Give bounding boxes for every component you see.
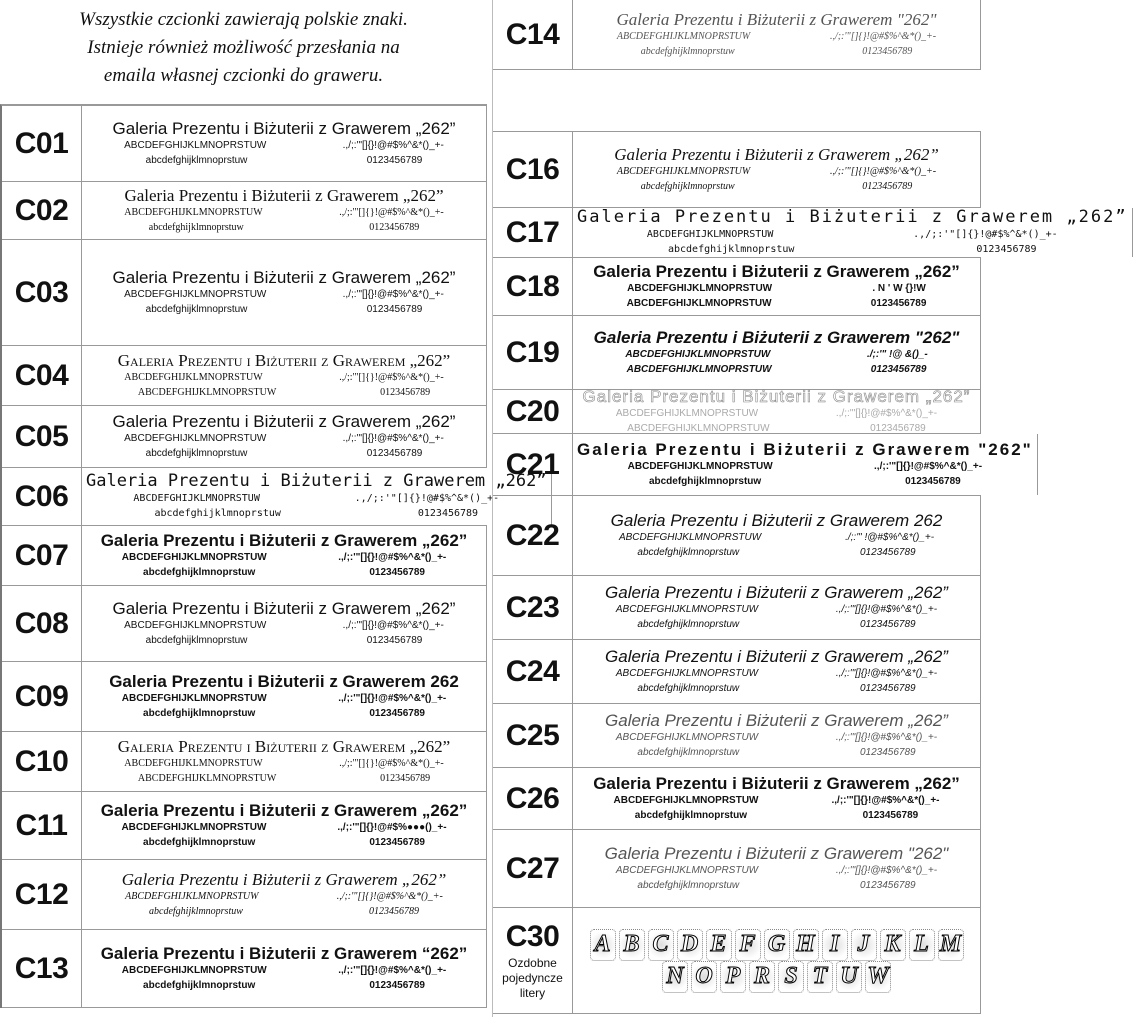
sample-lower-line xyxy=(86,904,482,919)
sample-lower-line xyxy=(86,565,482,580)
font-row xyxy=(2,930,487,1008)
sample-lower-line xyxy=(86,302,482,317)
ornamental-letter: R xyxy=(749,961,775,993)
font-code-note: Ozdobne pojedyncze litery xyxy=(502,956,563,1000)
sample-digits: 0123456789 xyxy=(366,448,423,460)
sample-lower-line xyxy=(86,506,547,521)
font-row xyxy=(493,0,981,70)
font-row xyxy=(493,386,981,435)
sample-symbols: .,/;:'"[]{}!@#$%^&*()_+- xyxy=(835,604,938,616)
sample-lowercase: abcdefghijklmnoprstuw xyxy=(637,547,740,559)
sample-uppercase: ABCDEFGHIJKLMNOPRSTUW xyxy=(615,865,759,877)
sample-uppercase: ABCDEFGHIJKLMNOPRSTUW xyxy=(627,461,773,473)
sample-uppercase: ABCDEFGHIJKLMNOPRSTUW xyxy=(133,493,260,505)
sample-symbols: .,/;:'"[]{}!@#$%^&*()_+- xyxy=(835,865,938,877)
sample-symbols: .,/;:'"[]{}!@#$%^&*()_+- xyxy=(339,207,444,219)
font-sample xyxy=(573,830,981,907)
sample-title: Galeria Prezentu i Biżuterii z Grawerem „262” xyxy=(593,261,960,281)
sample-symbols: ./;:'" !@#$%^&*()_+- xyxy=(845,532,935,544)
font-row xyxy=(493,316,981,390)
font-row xyxy=(2,526,487,586)
font-code: C23 xyxy=(493,576,573,639)
ornamental-letter: A xyxy=(590,929,616,961)
sample-title: Galeria Prezentu i Biżuterii z Grawerem „262” xyxy=(605,582,948,602)
sample-symbols: .,/;:'"[]{}!@#$%^&*()_+- xyxy=(829,31,937,43)
sample-lower-line xyxy=(577,681,976,696)
sample-digits: 0123456789 xyxy=(859,619,916,631)
sample-symbols: .,/;:'"[]{}!@#$%^&*()_+- xyxy=(835,732,938,744)
font-code: C05 xyxy=(2,406,82,467)
sample-title: Galeria Prezentu i Biżuterii z Grawerem „262” xyxy=(117,736,451,756)
sample-digits: 0123456789 xyxy=(369,980,425,992)
font-row xyxy=(493,258,981,316)
sample-symbols: .,/;:'"[]{}!@#$%●●●()_+- xyxy=(337,822,447,834)
sample-lowercase: abcdefghijklmnoprstuw xyxy=(154,508,281,520)
sample-title: Galeria Prezentu i Biżuterii z Grawerem „262” xyxy=(121,869,447,889)
sample-title: Galeria Prezentu i Biżuterii z Grawerem „262” xyxy=(605,646,948,666)
font-row xyxy=(493,830,981,908)
sample-uppercase: ABCDEFGHIJKLMNOPRSTUW xyxy=(615,732,759,744)
sample-lowercase: abcdefghijklmnoprstuw xyxy=(145,155,248,167)
sample-lowercase: abcdefghijklmnoprstuw xyxy=(148,222,244,234)
sample-title: Galeria Prezentu i Biżuterii z Grawerem „262” xyxy=(582,386,971,406)
sample-lower-line xyxy=(86,706,482,721)
sample-uppercase: ABCDEFGHIJKLMNOPRSTUW xyxy=(124,140,267,152)
sample-digits: 0123456789 xyxy=(859,880,916,892)
sample-lower-line xyxy=(577,545,976,560)
sample-symbols: .,/;:'"[]{}!@#$%^&*()_+- xyxy=(338,552,447,564)
sample-lowercase: abcdefghijklmnoprstuw xyxy=(667,244,795,256)
ornamental-letter: E xyxy=(706,929,732,961)
sample-symbols: .,/;:'"[]{}!@#$%^&*()_+- xyxy=(831,795,940,807)
ornamental-letter: M xyxy=(938,929,964,961)
intro-line-3: emaila własnej czcionki do graweru. xyxy=(103,65,384,86)
sample-uppercase: ABCDEFGHIJKLMNOPRSTUW xyxy=(124,758,263,770)
font-sample xyxy=(573,132,981,207)
sample-lowercase: abcdefghijklmnoprstuw xyxy=(145,635,248,647)
sample-charset-line xyxy=(86,756,482,771)
font-code: C25 xyxy=(493,704,573,767)
sample-uppercase: ABCDEFGHIJKLMNOPRSTUW xyxy=(625,349,771,361)
sample-lower-line xyxy=(577,362,976,377)
ornamental-letter: W xyxy=(865,961,891,993)
sample-lower-line xyxy=(86,153,482,168)
font-row xyxy=(2,860,487,930)
sample-uppercase: ABCDEFGHIJKLMNOPRSTUW xyxy=(124,289,267,301)
font-code: C02 xyxy=(2,182,82,239)
sample-lower-line xyxy=(86,385,482,400)
sample-symbols: .,/;:'"[]{}!@#$%^&*()_+- xyxy=(339,758,444,770)
font-code: C13 xyxy=(2,930,82,1007)
font-row xyxy=(2,792,487,860)
sample-title: Galeria Prezentu i Biżuterii z Grawerem „262” xyxy=(112,267,456,287)
sample-uppercase: ABCDEFGHIJKLMNOPRSTUW xyxy=(121,965,267,977)
font-row xyxy=(493,704,981,768)
font-sample xyxy=(573,258,981,315)
sample-uppercase: ABCDEFGHIJKLMNOPRSTUW xyxy=(615,668,759,680)
sample-digits: 0123456789 xyxy=(862,46,913,58)
sample-title: Galeria Prezentu i Biżuterii z Grawerem "262" xyxy=(604,843,949,863)
sample-digits: 0123456789 xyxy=(366,635,423,647)
font-sample xyxy=(573,640,981,703)
sample-lower-line xyxy=(577,44,976,59)
font-sample xyxy=(82,930,487,1007)
font-code: C20 xyxy=(493,390,573,433)
sample-title: Galeria Prezentu i Biżuterii z Grawerem 262 xyxy=(610,510,943,530)
font-code: C04 xyxy=(2,346,82,405)
font-sample xyxy=(573,576,981,639)
sample-lowercase: abcdefghijklmnoprstuw xyxy=(143,980,256,992)
sample-symbols: .,/;:'"[]{}!@#$%^&*()_+- xyxy=(342,433,444,445)
font-row xyxy=(493,132,981,208)
ornamental-letter: N xyxy=(662,961,688,993)
sample-symbols: .,/;:'"[]{}!@#$%^&*()_+- xyxy=(339,372,444,384)
sample-symbols: . N ' W {}!W xyxy=(872,283,926,295)
font-row xyxy=(2,406,487,468)
ornamental-letter: T xyxy=(807,961,833,993)
font-sample xyxy=(573,496,981,575)
sample-lowercase: abcdefghijklmnoprstuw xyxy=(149,906,243,918)
sample-lowercase: abcdefghijklmnoprstuw xyxy=(640,181,735,193)
sample-charset-line xyxy=(86,370,482,385)
sample-charset-line xyxy=(577,730,976,745)
font-table-right xyxy=(493,0,1128,1014)
sample-digits: 0123456789 xyxy=(369,567,425,579)
font-sample xyxy=(573,704,981,767)
sample-lower-line xyxy=(577,296,976,311)
sample-charset-line xyxy=(86,550,482,565)
sample-lower-line xyxy=(577,474,1033,489)
sample-digits: 0123456789 xyxy=(366,304,423,316)
sample-uppercase: ABCDEFGHIJKLMNOPRSTUW xyxy=(124,372,263,384)
font-sample xyxy=(82,106,487,181)
font-code: C21 xyxy=(493,434,573,495)
font-sample xyxy=(82,468,552,525)
sample-lowercase: ABCDEFGHIJKLMNOPRSTUW xyxy=(137,387,277,399)
font-sample xyxy=(573,316,981,389)
sample-charset-line xyxy=(577,227,1128,242)
font-code-label: C30 xyxy=(505,920,560,953)
sample-lowercase: abcdefghijklmnoprstuw xyxy=(143,708,256,720)
ornamental-sample xyxy=(573,908,981,1013)
font-code: C16 xyxy=(493,132,573,207)
sample-title: Galeria Prezentu i Biżuterii z Grawerem „262” xyxy=(112,118,456,138)
sample-lowercase: abcdefghijklmnoprstuw xyxy=(637,747,740,759)
sample-uppercase: ABCDEFGHIJKLMNOPRSTUW xyxy=(618,532,762,544)
font-sample xyxy=(573,386,981,435)
font-row xyxy=(493,576,981,640)
font-row xyxy=(2,182,487,240)
font-code: C07 xyxy=(2,526,82,585)
ornamental-letter: D xyxy=(677,929,703,961)
sample-lowercase: abcdefghijklmnoprstuw xyxy=(143,837,256,849)
sample-charset-line xyxy=(86,287,482,302)
ornamental-letter: L xyxy=(909,929,935,961)
font-row xyxy=(493,768,981,830)
sample-charset-line xyxy=(577,164,976,179)
ornamental-letter: J xyxy=(851,929,877,961)
sample-title: Galeria Prezentu i Biżuterii z Grawerem „262” xyxy=(593,773,960,793)
sample-title: Galeria Prezentu i Biżuterii z Grawerem „262” xyxy=(605,710,948,730)
sample-charset-line xyxy=(577,793,976,808)
sample-uppercase: ABCDEFGHIJKLMNOPRSTUW xyxy=(613,795,759,807)
sample-title: Galeria Prezentu i Biżuterii z Grawerem "262" xyxy=(593,327,960,347)
sample-symbols: ./;:'" !@ &()_- xyxy=(866,349,928,361)
font-sample xyxy=(573,768,981,829)
font-row xyxy=(2,662,487,732)
sample-lower-line xyxy=(86,978,482,993)
sample-digits: 0123456789 xyxy=(862,810,919,822)
sample-digits: 0123456789 xyxy=(870,423,926,435)
sample-lower-line xyxy=(577,808,976,823)
sample-title: Galeria Prezentu i Biżuterii z Grawerem "262" xyxy=(616,9,937,29)
sample-lowercase: abcdefghijklmnoprstuw xyxy=(637,880,740,892)
sample-symbols: .,/;:'"[]{}!@#$%^&*()_+- xyxy=(913,229,1058,241)
sample-charset-line xyxy=(86,618,482,633)
font-code: C01 xyxy=(2,106,82,181)
sample-symbols: .,/;:'"[]{}!@#$%^&*()_+- xyxy=(338,693,447,705)
sample-digits: 0123456789 xyxy=(366,155,423,167)
font-sample xyxy=(82,792,487,859)
right-column xyxy=(492,0,1128,1017)
sample-lower-line xyxy=(86,835,482,850)
sample-charset-line xyxy=(577,666,976,681)
font-row xyxy=(493,496,981,576)
sample-uppercase: ABCDEFGHIJKLMNOPRSTUW xyxy=(627,283,773,295)
ornamental-letter-line xyxy=(662,961,891,993)
sample-symbols: .,/;:'"[]{}!@#$%^&*()_+- xyxy=(342,620,444,632)
sample-charset-line xyxy=(86,889,482,904)
font-sample xyxy=(82,662,487,731)
sample-title: Galeria Prezentu i Biżuterii z Grawerem „262” xyxy=(614,144,939,164)
sample-uppercase: ABCDEFGHIJKLMNOPRSTUW xyxy=(124,433,267,445)
font-sample xyxy=(82,526,487,585)
sample-lower-line xyxy=(577,745,976,760)
sample-digits: 0123456789 xyxy=(859,747,916,759)
sample-uppercase: ABCDEFGHIJKLMNOPRSTUW xyxy=(615,604,759,616)
font-code: C17 xyxy=(493,208,573,257)
intro-line-2: Istnieje również możliwość przesłania na xyxy=(87,37,400,58)
sample-digits: 0123456789 xyxy=(380,773,431,785)
sample-lower-line xyxy=(86,633,482,648)
sample-charset-line xyxy=(577,530,976,545)
font-code: C03 xyxy=(2,240,82,345)
sample-lowercase: abcdefghijklmnoprstuw xyxy=(637,619,740,631)
sample-symbols: .,/;:'"[]{}!@#$%^&*()_+- xyxy=(336,891,443,903)
sample-lower-line xyxy=(577,878,976,893)
font-code: C11 xyxy=(2,792,82,859)
font-code: C18 xyxy=(493,258,573,315)
sample-digits: 0123456789 xyxy=(368,906,419,918)
font-sample xyxy=(82,406,487,467)
sample-symbols: .,/;:'"[]{}!@#$%^&*()_+- xyxy=(354,493,500,505)
font-row xyxy=(2,586,487,662)
sample-title: Galeria Prezentu i Biżuterii z Grawerem „262” xyxy=(112,411,456,431)
font-row-ornamental xyxy=(493,908,981,1014)
font-row xyxy=(2,732,487,792)
sample-title: Galeria Prezentu i Biżuterii z Grawerem „262” xyxy=(124,185,444,205)
ornamental-letter: P xyxy=(720,961,746,993)
font-code: C19 xyxy=(493,316,573,389)
sample-lowercase: ABCDEFGHIJKLMNOPRSTUW xyxy=(626,364,772,376)
sample-charset-line xyxy=(86,491,547,506)
sample-lowercase: ABCDEFGHIJKLMNOPRSTUW xyxy=(137,773,277,785)
sample-digits: 0123456789 xyxy=(369,837,425,849)
font-sample xyxy=(82,182,487,239)
sample-charset-line xyxy=(577,406,976,421)
sample-digits: 0123456789 xyxy=(862,181,913,193)
font-code: C24 xyxy=(493,640,573,703)
sample-title: Galeria Prezentu i Biżuterii z Grawerem 262 xyxy=(109,671,459,691)
sample-charset-line xyxy=(577,602,976,617)
sample-symbols: .,/;:'"[]{}!@#$%^&*()_+- xyxy=(342,289,444,301)
sample-title: Galeria Prezentu i Biżuterii z Grawerem „262” xyxy=(112,598,456,618)
sample-charset-line xyxy=(86,820,482,835)
ornamental-letter: U xyxy=(836,961,862,993)
sample-lower-line xyxy=(86,220,482,235)
sample-lower-line xyxy=(86,771,482,786)
sample-title: Galeria Prezentu i Biżuterii z Grawerem „262” xyxy=(100,800,468,820)
ornamental-letter: G xyxy=(764,929,790,961)
sample-lower-line xyxy=(577,617,976,632)
sample-digits: 0123456789 xyxy=(859,547,916,559)
sample-charset-line xyxy=(577,459,1033,474)
font-sample xyxy=(82,346,487,405)
sample-symbols: .,/;:'"[]{}!@#$%^&*()_+- xyxy=(874,461,983,473)
sample-charset-line xyxy=(577,29,976,44)
sample-lower-line xyxy=(577,179,976,194)
sample-uppercase: ABCDEFGHIJKLMNOPRSTUW xyxy=(616,166,751,178)
sample-digits: 0123456789 xyxy=(859,683,916,695)
ornamental-letter-line xyxy=(590,929,964,961)
ornamental-letter: S xyxy=(778,961,804,993)
sample-digits: 0123456789 xyxy=(870,364,927,376)
font-code: C22 xyxy=(493,496,573,575)
sample-title: Galeria Prezentu i Biżuterii z Grawerem „262” xyxy=(100,530,468,550)
sample-charset-line xyxy=(86,205,482,220)
sample-lowercase: abcdefghijklmnoprstuw xyxy=(637,683,740,695)
font-code: C12 xyxy=(2,860,82,929)
sample-digits: 0123456789 xyxy=(380,387,431,399)
sample-digits: 0123456789 xyxy=(976,244,1037,256)
font-row xyxy=(493,206,1128,258)
sample-charset-line xyxy=(86,691,482,706)
font-row xyxy=(493,640,981,704)
sample-symbols: .,/;:'"[]{}!@#$%^&*()_+- xyxy=(829,166,937,178)
font-row xyxy=(2,106,487,182)
sample-lowercase: abcdefghijklmnoprstuw xyxy=(145,304,248,316)
sample-title: Galeria Prezentu i Biżuterii z Grawerem „262” xyxy=(117,350,451,370)
sample-digits: 0123456789 xyxy=(870,298,927,310)
sample-lowercase: abcdefghijklmnoprstuw xyxy=(640,46,735,58)
sample-title: Galeria Prezentu i Biżuterii z Grawerem “262” xyxy=(100,943,468,963)
sample-lower-line xyxy=(577,242,1128,257)
font-sample xyxy=(573,208,1133,257)
intro-line-1: Wszystkie czcionki zawierają polskie znaki. xyxy=(79,9,408,30)
font-sample xyxy=(82,586,487,661)
sample-uppercase: ABCDEFGHIJKLMNOPRSTUW xyxy=(616,31,751,43)
sample-charset-line xyxy=(86,138,482,153)
font-code: C06 xyxy=(2,468,82,525)
sample-uppercase: ABCDEFGHIJKLMNOPRSTUW xyxy=(646,229,774,241)
font-sample xyxy=(573,0,981,69)
sample-uppercase: ABCDEFGHIJKLMNOPRSTUW xyxy=(121,693,267,705)
sample-charset-line xyxy=(86,431,482,446)
sample-uppercase: ABCDEFGHIJKLMNOPRSTUW xyxy=(121,552,267,564)
empty-row xyxy=(493,70,981,132)
ornamental-letter: K xyxy=(880,929,906,961)
ornamental-letter: C xyxy=(648,929,674,961)
font-code: C08 xyxy=(2,586,82,661)
sample-lowercase: abcdefghijklmnoprstuw xyxy=(143,567,256,579)
font-sample xyxy=(82,860,487,929)
font-code: C10 xyxy=(2,732,82,791)
sample-charset-line xyxy=(577,347,976,362)
empty-cell xyxy=(493,70,981,131)
font-row xyxy=(493,434,1033,496)
intro-text xyxy=(0,0,487,104)
sample-lowercase: abcdefghijklmnoprstuw xyxy=(145,448,248,460)
sample-symbols: .,/;:'"[]{}!@#$%^&*()_+- xyxy=(342,140,444,152)
sample-uppercase: ABCDEFGHIJKLMNOPRSTUW xyxy=(124,207,263,219)
ornamental-letter: B xyxy=(619,929,645,961)
sample-digits: 0123456789 xyxy=(417,508,479,520)
sample-lower-line xyxy=(86,446,482,461)
sample-uppercase: ABCDEFGHIJKLMNOPRSTUW xyxy=(615,408,759,420)
sample-digits: 0123456789 xyxy=(369,708,425,720)
font-code: C26 xyxy=(493,768,573,829)
sample-charset-line xyxy=(577,863,976,878)
font-row xyxy=(2,240,487,346)
ornamental-letter: I xyxy=(822,929,848,961)
sample-title: Galeria Prezentu i Biżuterii z Grawerem „262” xyxy=(86,470,547,491)
sample-uppercase: ABCDEFGHIJKLMNOPRSTUW xyxy=(125,891,259,903)
font-row xyxy=(2,468,547,526)
sample-charset-line xyxy=(577,281,976,296)
sample-lowercase: abcdefghijklmnoprstuw xyxy=(648,476,762,488)
sample-lowercase: ABCDEFGHIJKLMNOPRSTUW xyxy=(626,298,772,310)
sample-digits: 0123456789 xyxy=(369,222,420,234)
font-row xyxy=(2,346,487,406)
sample-uppercase: ABCDEFGHIJKLMNOPRSTUW xyxy=(121,822,267,834)
font-code xyxy=(493,908,573,1013)
sample-charset-line xyxy=(86,963,482,978)
sample-lowercase: abcdefghijklmnoprstuw xyxy=(634,810,748,822)
font-code: C14 xyxy=(493,0,573,69)
font-sample xyxy=(82,732,487,791)
sample-symbols: .,/;:'"[]{}!@#$%^&*()_+- xyxy=(338,965,447,977)
ornamental-letter: F xyxy=(735,929,761,961)
font-code: C09 xyxy=(2,662,82,731)
font-code: C27 xyxy=(493,830,573,907)
ornamental-letter: O xyxy=(691,961,717,993)
font-sample xyxy=(573,434,1038,495)
sample-title: Galeria Prezentu i Biżuterii z Grawerem "262" xyxy=(577,439,1033,459)
font-sample xyxy=(82,240,487,345)
sample-uppercase: ABCDEFGHIJKLMNOPRSTUW xyxy=(124,620,267,632)
sample-symbols: .,/;:'"[]{}!@#$%^&*()_+- xyxy=(835,408,938,420)
sample-lowercase: ABCDEFGHIJKLMNOPRSTUW xyxy=(627,423,770,435)
sample-title: Galeria Prezentu i Biżuterii z Grawerem „262” xyxy=(577,206,1128,227)
sample-symbols: .,/;:'"[]{}!@#$%^&*()_+- xyxy=(835,668,938,680)
sample-digits: 0123456789 xyxy=(905,476,961,488)
ornamental-letter: H xyxy=(793,929,819,961)
